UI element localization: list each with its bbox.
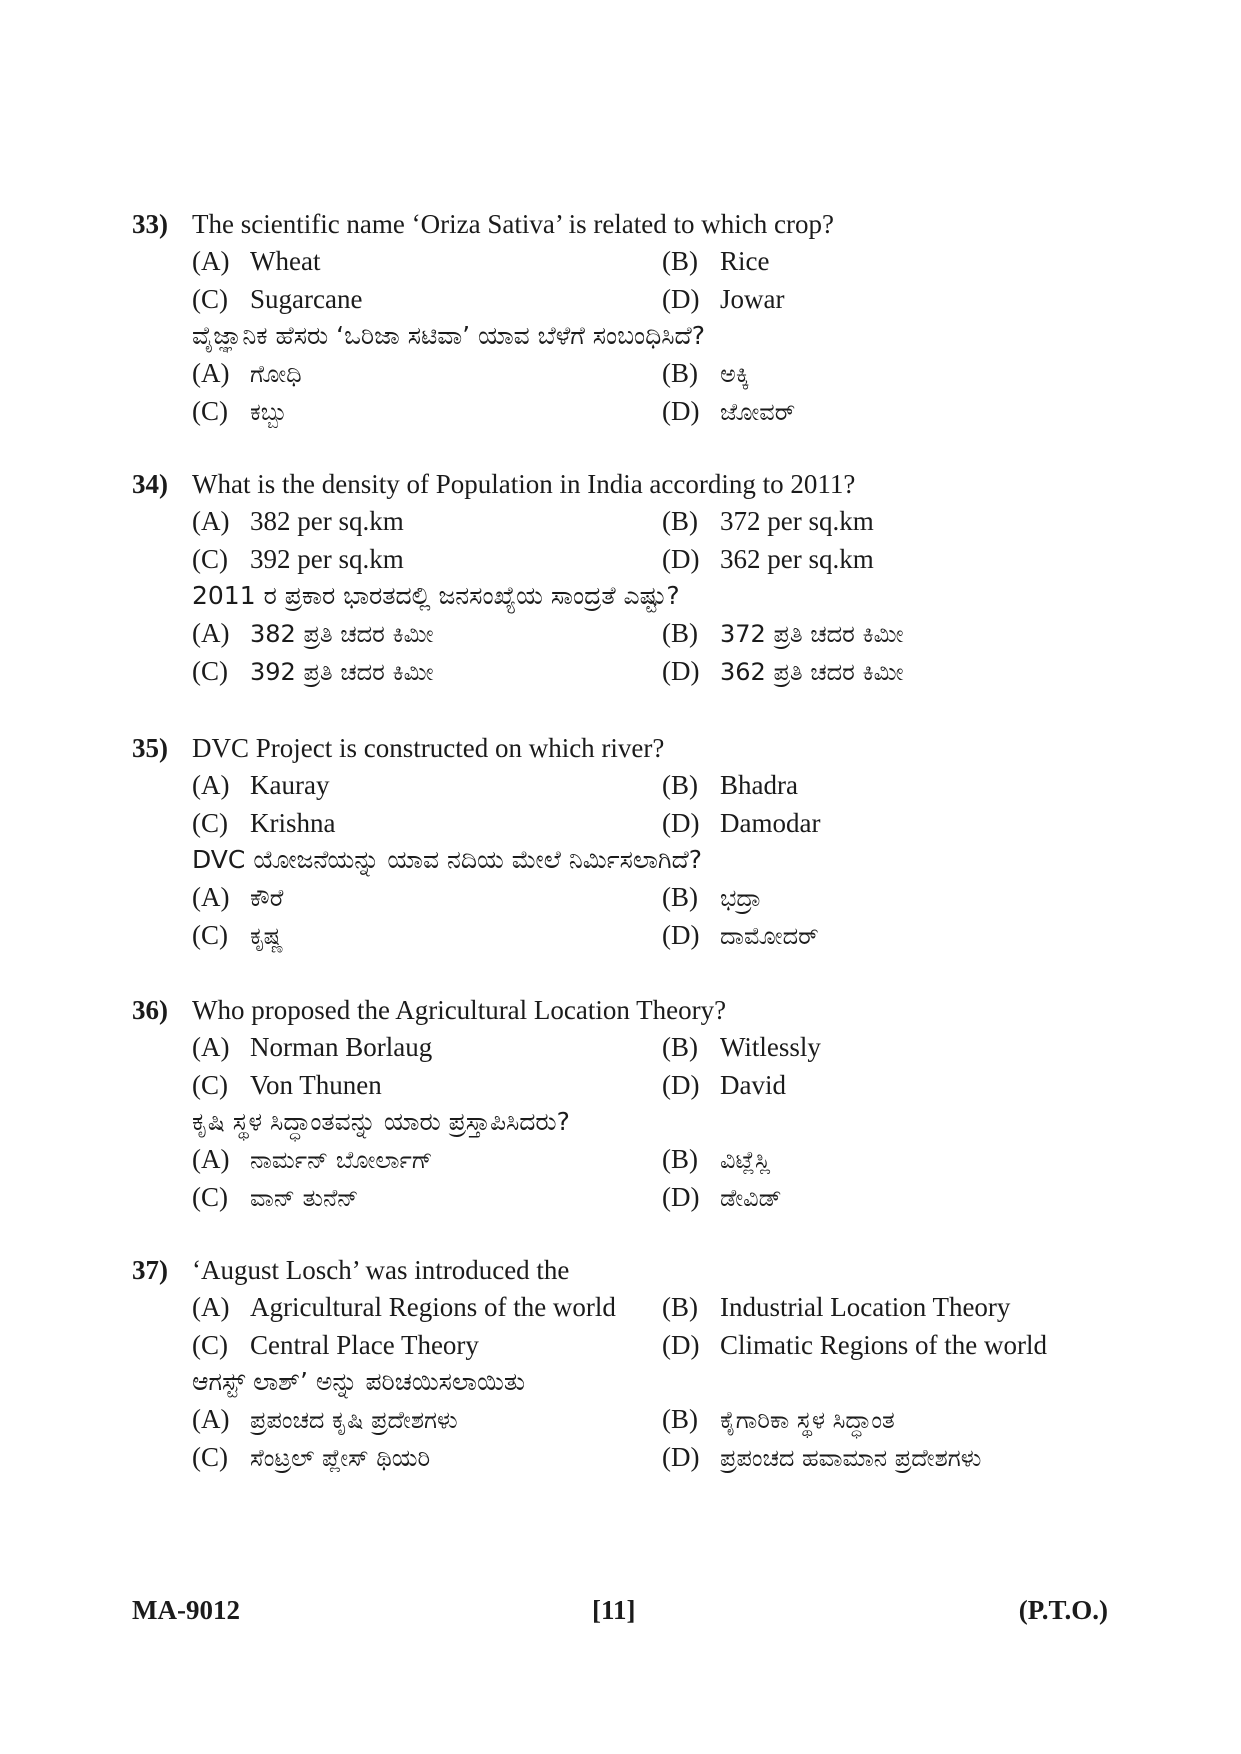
question-37 — [132, 1252, 1112, 1476]
question-text-kannada: ಕೃಷಿ ಸ್ಥಳ ಸಿದ್ಧಾಂತವನ್ನು ಯಾರು ಪ್ರಸ್ತಾಪಿಸಿದರು? — [192, 1107, 570, 1136]
question-text-kannada: ಆಗಸ್ಟ್ ಲಾಶ್’ ಅನ್ನು ಪರಿಚಯಿಸಲಾಯಿತು — [192, 1367, 526, 1396]
options-row-kannada — [132, 614, 1112, 652]
option-c-kannada: (C) ಸೆಂಟ್ರಲ್ ಪ್ಲೇಸ್ ಥಿಯರಿ — [192, 1442, 431, 1472]
option-b-kannada: (B) ಭದ್ರಾ — [662, 882, 762, 912]
option-a-kannada: (A) ಗೋಧಿ — [192, 358, 302, 388]
question-number: 36) — [132, 995, 168, 1025]
option-c-kannada: (C) ವಾನ್ ತುನೆನ್ — [192, 1182, 359, 1212]
option-b: (B) Rice — [662, 246, 770, 276]
option-c: (C) 392 per sq.km — [192, 544, 404, 574]
option-a-kannada: (A) ಪ್ರಪಂಚದ ಕೃಷಿ ಪ್ರದೇಶಗಳು — [192, 1404, 458, 1434]
options-row-kannada — [132, 878, 1112, 916]
options-row-kannada — [132, 1400, 1112, 1438]
option-b: (B) 372 per sq.km — [662, 506, 874, 536]
question-number: 34) — [132, 469, 168, 499]
question-text-english: Who proposed the Agricultural Location Theory? — [192, 995, 727, 1025]
question-35 — [132, 730, 1112, 954]
option-d-kannada: (D) ಪ್ರಪಂಚದ ಹವಾಮಾನ ಪ್ರದೇಶಗಳು — [662, 1442, 982, 1472]
question-36 — [132, 992, 1112, 1216]
options-row — [132, 1288, 1112, 1326]
options-row-kannada — [132, 354, 1112, 392]
question-text-kannada: ವೈಜ್ಞಾನಿಕ ಹೆಸರು ‘ಒರಿಜಾ ಸಟಿವಾ’ ಯಾವ ಬೆಳೆಗೆ ಸಂಬಂಧಿಸಿದೆ? — [192, 321, 705, 350]
options-row — [132, 502, 1112, 540]
question-text-english: What is the density of Population in India according to 2011? — [192, 469, 856, 499]
option-a: (A) Kauray — [192, 770, 330, 800]
options-row — [132, 1028, 1112, 1066]
option-d: (D) Jowar — [662, 284, 785, 314]
option-b: (B) Bhadra — [662, 770, 798, 800]
question-text-kannada-line — [132, 842, 1112, 878]
page-number: [11] — [592, 1595, 636, 1625]
option-d-kannada: (D) ಜೋವರ್ — [662, 396, 796, 426]
question-text-kannada-line — [132, 1104, 1112, 1140]
options-row — [132, 804, 1112, 842]
question-line — [132, 730, 1112, 766]
option-b: (B) Witlessly — [662, 1032, 821, 1062]
options-row — [132, 242, 1112, 280]
question-text-english: DVC Project is constructed on which river? — [192, 733, 665, 763]
options-row — [132, 280, 1112, 318]
question-text-english: ‘August Losch’ was introduced the — [192, 1255, 570, 1285]
options-row-kannada — [132, 1438, 1112, 1476]
option-a-kannada: (A) ಕೌರೆ — [192, 882, 284, 912]
option-a-kannada: (A) 382 ಪ್ರತಿ ಚದರ ಕಿಮೀ — [192, 618, 434, 648]
option-b: (B) Industrial Location Theory — [662, 1292, 1011, 1322]
question-text-kannada-line — [132, 1364, 1112, 1400]
question-33 — [132, 206, 1112, 430]
question-line — [132, 466, 1112, 502]
question-text-kannada: DVC ಯೋಜನೆಯನ್ನು ಯಾವ ನದಿಯ ಮೇಲೆ ನಿರ್ಮಿಸಲಾಗಿದೆ? — [192, 845, 703, 874]
option-a: (A) Wheat — [192, 246, 321, 276]
question-line — [132, 992, 1112, 1028]
option-d: (D) Climatic Regions of the world — [662, 1330, 1047, 1360]
options-row-kannada — [132, 652, 1112, 690]
option-c: (C) Central Place Theory — [192, 1330, 479, 1360]
question-34 — [132, 466, 1112, 690]
question-text-english: The scientific name ‘Oriza Sativa’ is related to which crop? — [192, 209, 834, 239]
option-b-kannada: (B) ಅಕ್ಕಿ — [662, 358, 750, 388]
option-a: (A) Norman Borlaug — [192, 1032, 433, 1062]
option-c-kannada: (C) ಕಬ್ಬು — [192, 396, 288, 426]
question-text-kannada: 2011 ರ ಪ್ರಕಾರ ಭಾರತದಲ್ಲಿ ಜನಸಂಖ್ಯೆಯ ಸಾಂದ್ರತೆ ಎಷ್ಟು? — [192, 581, 680, 610]
option-b-kannada: (B) 372 ಪ್ರತಿ ಚದರ ಕಿಮೀ — [662, 618, 904, 648]
option-d: (D) David — [662, 1070, 786, 1100]
options-row — [132, 766, 1112, 804]
options-row — [132, 1066, 1112, 1104]
exam-code: MA-9012 — [132, 1595, 240, 1625]
options-row-kannada — [132, 1140, 1112, 1178]
please-turn-over: (P.T.O.) — [1018, 1595, 1108, 1625]
question-line — [132, 206, 1112, 242]
options-row — [132, 540, 1112, 578]
options-row — [132, 1326, 1112, 1364]
question-number: 35) — [132, 733, 168, 763]
options-row-kannada — [132, 1178, 1112, 1216]
question-number: 37) — [132, 1255, 168, 1285]
question-line — [132, 1252, 1112, 1288]
option-a: (A) 382 per sq.km — [192, 506, 404, 536]
option-c: (C) Sugarcane — [192, 284, 363, 314]
options-row-kannada — [132, 392, 1112, 430]
option-b-kannada: (B) ವಿಟ್ಲೆಸ್ಲಿ — [662, 1144, 771, 1174]
option-c-kannada: (C) ಕೃಷ್ಣ — [192, 920, 284, 950]
option-c-kannada: (C) 392 ಪ್ರತಿ ಚದರ ಕಿಮೀ — [192, 656, 434, 686]
option-d-kannada: (D) ಡೇವಿಡ್ — [662, 1182, 782, 1212]
option-a-kannada: (A) ನಾರ್ಮನ್ ಬೋರ್ಲಾಗ್ — [192, 1144, 433, 1174]
option-d-kannada: (D) 362 ಪ್ರತಿ ಚದರ ಕಿಮೀ — [662, 656, 904, 686]
option-d: (D) Damodar — [662, 808, 821, 838]
option-d: (D) 362 per sq.km — [662, 544, 874, 574]
question-text-kannada-line — [132, 578, 1112, 614]
options-row-kannada — [132, 916, 1112, 954]
option-b-kannada: (B) ಕೈಗಾರಿಕಾ ಸ್ಥಳ ಸಿದ್ಧಾಂತ — [662, 1404, 895, 1434]
question-text-kannada-line — [132, 318, 1112, 354]
option-d-kannada: (D) ದಾಮೋದರ್ — [662, 920, 819, 950]
option-c: (C) Von Thunen — [192, 1070, 382, 1100]
option-c: (C) Krishna — [192, 808, 336, 838]
question-number: 33) — [132, 209, 168, 239]
option-a: (A) Agricultural Regions of the world — [192, 1292, 616, 1322]
